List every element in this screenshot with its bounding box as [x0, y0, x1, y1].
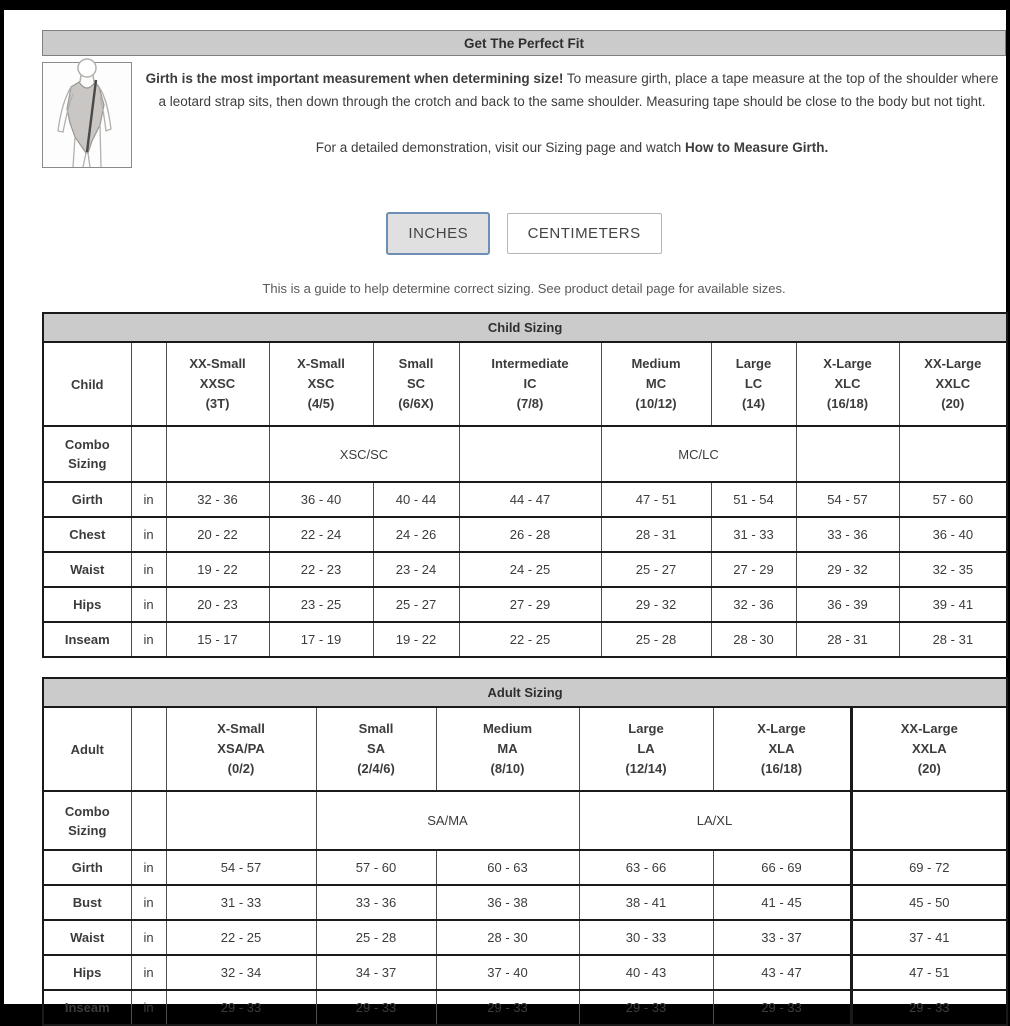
row-label: Girth — [43, 850, 131, 885]
column-header: Large LC (14) — [711, 342, 796, 426]
page-title-bar — [42, 30, 1006, 56]
column-header: X-Small XSA/PA (0/2) — [166, 707, 316, 791]
measurement-row-bust — [43, 885, 1007, 920]
size-range-cell: 36 - 40 — [899, 517, 1007, 552]
measurement-row-girth — [43, 850, 1007, 885]
size-range-cell: 29 - 33 — [851, 990, 1007, 1025]
size-range-cell: 25 - 28 — [601, 622, 711, 657]
empty-cell — [166, 791, 316, 850]
size-range-cell: 69 - 72 — [851, 850, 1007, 885]
size-range-cell: 54 - 57 — [166, 850, 316, 885]
size-range-cell: 51 - 54 — [711, 482, 796, 517]
combo-cell: MC/LC — [601, 426, 796, 482]
size-range-cell: 29 - 32 — [796, 552, 899, 587]
row-label: Waist — [43, 920, 131, 955]
size-range-cell: 22 - 25 — [459, 622, 601, 657]
size-range-cell: 36 - 39 — [796, 587, 899, 622]
inches-button[interactable]: INCHES — [386, 212, 490, 255]
size-range-cell: 23 - 24 — [373, 552, 459, 587]
size-range-cell: 37 - 41 — [851, 920, 1007, 955]
adult-table-title-row — [43, 678, 1007, 707]
measurement-row-chest — [43, 517, 1007, 552]
column-header: XX-Large XXLC (20) — [899, 342, 1007, 426]
size-range-cell: 39 - 41 — [899, 587, 1007, 622]
girth-instructions-body: To measure girth, place a tape measure at the top of the shoulder where a leotard strap sits, then down through the crotch and back to the same shoulder. Measuring tape should be close to the body but not tight. — [158, 71, 999, 109]
size-range-cell: 32 - 34 — [166, 955, 316, 990]
combo-row-label: Combo Sizing — [43, 426, 131, 482]
column-header: XX-Small XXSC (3T) — [166, 342, 269, 426]
girth-instructions-column — [132, 62, 1006, 168]
column-header: Large LA (12/14) — [579, 707, 713, 791]
size-range-cell: 54 - 57 — [796, 482, 899, 517]
size-range-cell: 22 - 24 — [269, 517, 373, 552]
size-range-cell: 57 - 60 — [316, 850, 436, 885]
size-range-cell: 22 - 25 — [166, 920, 316, 955]
size-range-cell: 26 - 28 — [459, 517, 601, 552]
size-range-cell: 27 - 29 — [459, 587, 601, 622]
empty-cell — [166, 426, 269, 482]
size-range-cell: 22 - 23 — [269, 552, 373, 587]
size-range-cell: 33 - 37 — [713, 920, 851, 955]
size-range-cell: 20 - 22 — [166, 517, 269, 552]
column-header: Intermediate IC (7/8) — [459, 342, 601, 426]
size-range-cell: 24 - 26 — [373, 517, 459, 552]
measurement-row-hips — [43, 955, 1007, 990]
empty-cell — [459, 426, 601, 482]
size-range-cell: 32 - 36 — [166, 482, 269, 517]
size-range-cell: 28 - 31 — [601, 517, 711, 552]
size-range-cell: 32 - 35 — [899, 552, 1007, 587]
unit-cell: in — [131, 622, 166, 657]
size-range-cell: 60 - 63 — [436, 850, 579, 885]
size-range-cell: 28 - 30 — [436, 920, 579, 955]
size-range-cell: 28 - 31 — [899, 622, 1007, 657]
column-header: Small SC (6/6X) — [373, 342, 459, 426]
size-range-cell: 25 - 27 — [373, 587, 459, 622]
leotard-girth-diagram — [42, 62, 132, 168]
size-range-cell: 33 - 36 — [316, 885, 436, 920]
sizing-guide-note: This is a guide to help determine correct sizing. See product detail page for available sizes. — [262, 281, 786, 296]
demo-line-text: For a detailed demonstration, visit our Sizing page and watch — [315, 139, 685, 155]
size-range-cell: 17 - 19 — [269, 622, 373, 657]
size-range-cell: 37 - 40 — [436, 955, 579, 990]
size-range-cell: 45 - 50 — [851, 885, 1007, 920]
measurement-row-girth — [43, 482, 1007, 517]
row-label: Girth — [43, 482, 131, 517]
size-range-cell: 20 - 23 — [166, 587, 269, 622]
size-range-cell: 24 - 25 — [459, 552, 601, 587]
demo-line-bold: How to Measure Girth. — [684, 139, 829, 155]
girth-instructions — [142, 68, 1002, 114]
adult-sizing-table — [42, 677, 1008, 1026]
empty-cell — [796, 426, 899, 482]
size-range-cell: 31 - 33 — [166, 885, 316, 920]
unit-cell: in — [131, 920, 166, 955]
size-range-cell: 47 - 51 — [851, 955, 1007, 990]
unit-cell: in — [131, 955, 166, 990]
row-label: Hips — [43, 955, 131, 990]
size-range-cell: 66 - 69 — [713, 850, 851, 885]
girth-instructions-lead: Girth is the most important measurement when determining size! — [145, 71, 564, 86]
row-label: Chest — [43, 517, 131, 552]
size-range-cell: 47 - 51 — [601, 482, 711, 517]
measurement-row-hips — [43, 587, 1007, 622]
sizing-guide-page — [4, 10, 1006, 1015]
unit-column-header — [131, 342, 166, 426]
size-range-cell: 40 - 43 — [579, 955, 713, 990]
centimeters-button[interactable]: CENTIMETERS — [507, 213, 662, 254]
size-range-cell: 29 - 33 — [436, 990, 579, 1025]
size-range-cell: 29 - 33 — [316, 990, 436, 1025]
empty-cell — [131, 426, 166, 482]
size-range-cell: 43 - 47 — [713, 955, 851, 990]
size-range-cell: 32 - 36 — [711, 587, 796, 622]
adult-column-header-row — [43, 707, 1007, 791]
demo-line — [142, 140, 1002, 155]
unit-cell: in — [131, 552, 166, 587]
child-table-title-row — [43, 313, 1007, 342]
size-range-cell: 19 - 22 — [166, 552, 269, 587]
measurement-row-waist — [43, 552, 1007, 587]
girth-intro-section — [42, 62, 1006, 168]
size-range-cell: 27 - 29 — [711, 552, 796, 587]
unit-cell: in — [131, 850, 166, 885]
combo-row-label: Combo Sizing — [43, 791, 131, 850]
child-combo-sizing-row — [43, 426, 1007, 482]
combo-cell: LA/XL — [579, 791, 851, 850]
size-range-cell: 29 - 33 — [713, 990, 851, 1025]
row-label: Bust — [43, 885, 131, 920]
size-range-cell: 34 - 37 — [316, 955, 436, 990]
size-range-cell: 30 - 33 — [579, 920, 713, 955]
empty-cell — [131, 791, 166, 850]
unit-cell: in — [131, 885, 166, 920]
child-table-title: Child Sizing — [43, 313, 1007, 342]
row-label: Inseam — [43, 622, 131, 657]
measurement-row-waist — [43, 920, 1007, 955]
size-range-cell: 31 - 33 — [711, 517, 796, 552]
size-range-cell: 44 - 47 — [459, 482, 601, 517]
size-range-cell: 36 - 40 — [269, 482, 373, 517]
unit-column-header — [131, 707, 166, 791]
size-range-cell: 19 - 22 — [373, 622, 459, 657]
unit-cell: in — [131, 517, 166, 552]
adult-row-header: Adult — [43, 707, 131, 791]
child-column-header-row — [43, 342, 1007, 426]
empty-cell — [899, 426, 1007, 482]
unit-toggle — [42, 212, 1006, 255]
child-sizing-table — [42, 312, 1008, 658]
size-range-cell: 28 - 31 — [796, 622, 899, 657]
size-range-cell: 33 - 36 — [796, 517, 899, 552]
measurement-row-inseam — [43, 990, 1007, 1025]
size-range-cell: 63 - 66 — [579, 850, 713, 885]
column-header: X-Large XLC (16/18) — [796, 342, 899, 426]
size-range-cell: 23 - 25 — [269, 587, 373, 622]
column-header: X-Small XSC (4/5) — [269, 342, 373, 426]
column-header: Medium MC (10/12) — [601, 342, 711, 426]
adult-table-title: Adult Sizing — [43, 678, 1007, 707]
size-range-cell: 36 - 38 — [436, 885, 579, 920]
size-range-cell: 29 - 33 — [166, 990, 316, 1025]
row-label: Waist — [43, 552, 131, 587]
combo-cell: SA/MA — [316, 791, 579, 850]
unit-cell: in — [131, 482, 166, 517]
unit-cell: in — [131, 587, 166, 622]
row-label: Hips — [43, 587, 131, 622]
measurement-row-inseam — [43, 622, 1007, 657]
page-title: Get The Perfect Fit — [463, 35, 585, 51]
size-range-cell: 40 - 44 — [373, 482, 459, 517]
empty-cell — [851, 791, 1007, 850]
adult-combo-sizing-row — [43, 791, 1007, 850]
combo-cell: XSC/SC — [269, 426, 459, 482]
column-header: XX-Large XXLA (20) — [851, 707, 1007, 791]
column-header: Small SA (2/4/6) — [316, 707, 436, 791]
size-range-cell: 25 - 27 — [601, 552, 711, 587]
child-row-header: Child — [43, 342, 131, 426]
column-header: X-Large XLA (16/18) — [713, 707, 851, 791]
size-range-cell: 38 - 41 — [579, 885, 713, 920]
leotard-illustration-icon — [43, 63, 131, 167]
size-range-cell: 57 - 60 — [899, 482, 1007, 517]
column-header: Medium MA (8/10) — [436, 707, 579, 791]
size-range-cell: 29 - 33 — [579, 990, 713, 1025]
size-range-cell: 25 - 28 — [316, 920, 436, 955]
row-label: Inseam — [43, 990, 131, 1025]
size-range-cell: 41 - 45 — [713, 885, 851, 920]
size-range-cell: 28 - 30 — [711, 622, 796, 657]
size-range-cell: 29 - 32 — [601, 587, 711, 622]
unit-cell: in — [131, 990, 166, 1025]
size-range-cell: 15 - 17 — [166, 622, 269, 657]
